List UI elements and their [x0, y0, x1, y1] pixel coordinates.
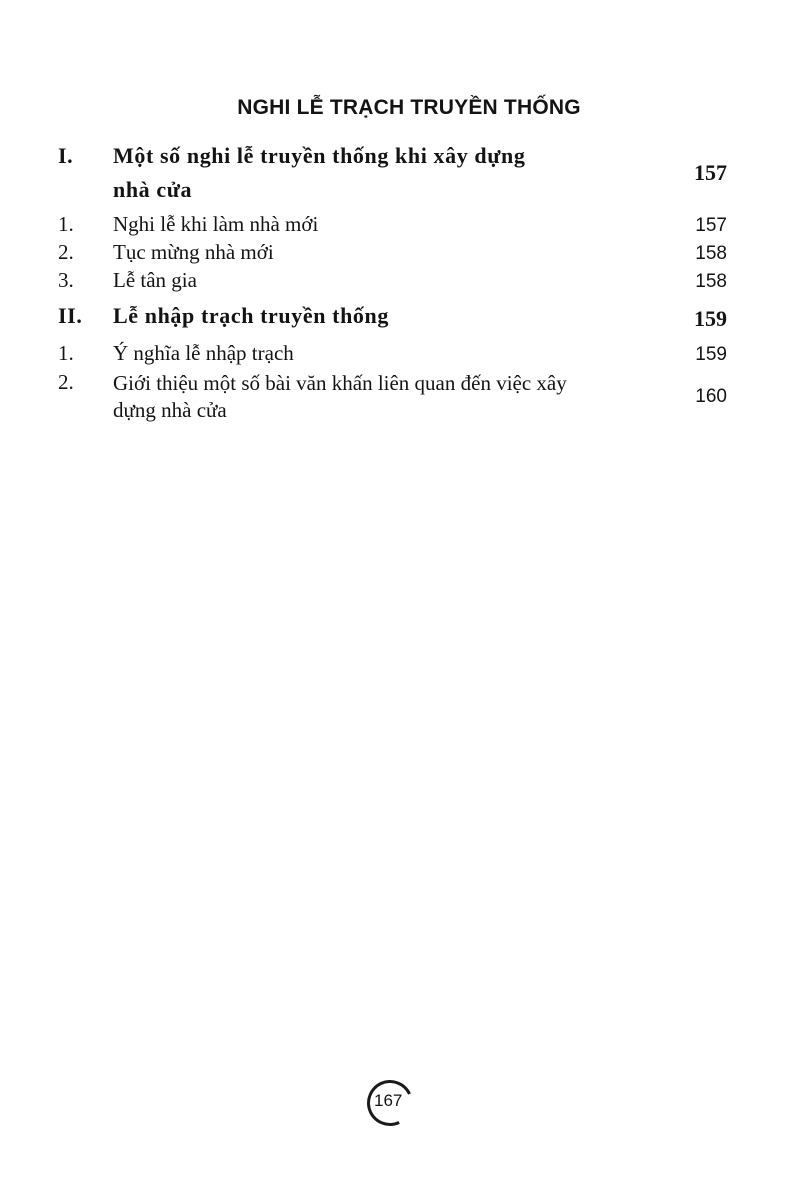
toc-page-number: 159 — [694, 306, 727, 331]
toc-label-line: Giới thiệu một số bài văn khấn liên quan đến việc xây — [113, 371, 567, 395]
toc-page-number: 157 — [695, 215, 727, 236]
toc-page-number: 159 — [695, 344, 727, 365]
toc-page-number: 158 — [695, 243, 727, 264]
toc-number: I. — [58, 143, 74, 168]
toc-number: II. — [58, 303, 83, 328]
page-number-badge — [367, 1080, 413, 1126]
toc-number: 2. — [58, 240, 74, 264]
toc-number: 1. — [58, 212, 74, 236]
toc-label: Lễ nhập trạch truyền thống — [113, 303, 389, 328]
toc-page-number: 160 — [695, 386, 727, 407]
toc-page-number: 158 — [695, 271, 727, 292]
toc-label: Lễ tân gia — [113, 268, 197, 292]
toc-title: NGHI LỄ TRẠCH TRUYỀN THỐNG — [237, 96, 581, 119]
toc-label: Nghi lễ khi làm nhà mới — [113, 212, 319, 236]
toc-label-line: dựng nhà cửa — [113, 398, 227, 422]
toc-page-number: 157 — [694, 160, 727, 185]
footer-page-number: 167 — [374, 1091, 403, 1110]
toc-number: 3. — [58, 268, 74, 292]
toc-label-line: nhà cửa — [113, 177, 193, 202]
toc-label — [113, 370, 678, 424]
toc-label — [113, 143, 678, 203]
toc-number: 1. — [58, 341, 74, 365]
toc-label-line: Một số nghi lễ truyền thống khi xây dựng — [113, 143, 526, 168]
toc-label: Tục mừng nhà mới — [113, 240, 274, 264]
toc-number: 2. — [58, 370, 74, 394]
toc-label: Ý nghĩa lễ nhập trạch — [113, 341, 294, 365]
